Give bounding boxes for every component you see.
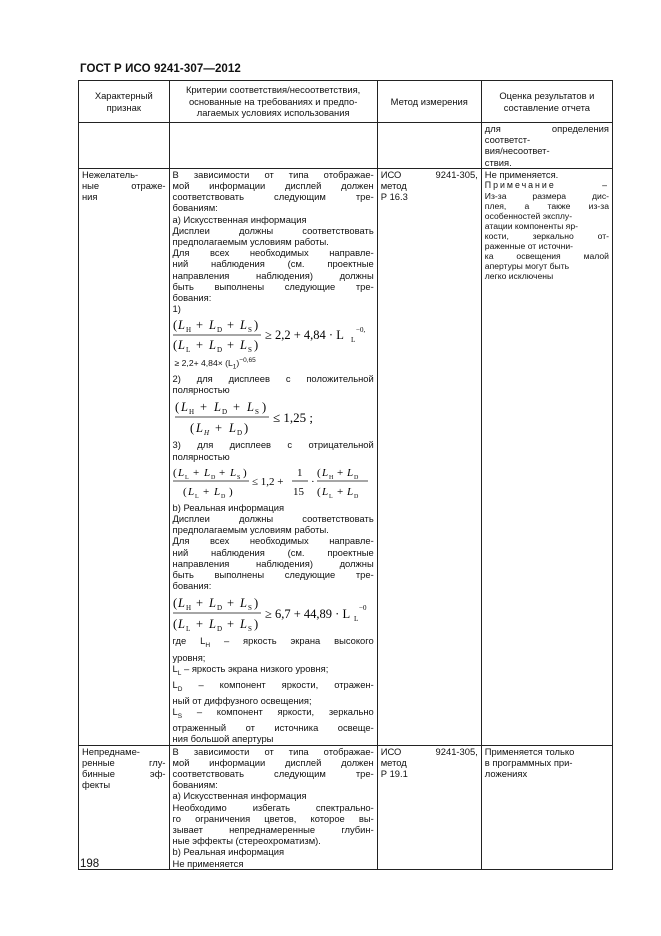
svg-text:L: L xyxy=(177,596,185,611)
svg-text:+: + xyxy=(218,466,225,479)
column-header-criteria: Критерии соответствия/несоответствия, основанные на требованиях и предпо- лагаемых условиях использования xyxy=(169,81,377,123)
table-row-continued xyxy=(79,123,613,169)
svg-text:L: L xyxy=(208,318,216,333)
legend-ld: $L_D$ – компонент яркости, отражен- xyxy=(172,678,374,693)
svg-text:15: 15 xyxy=(292,485,304,498)
svg-text:L: L xyxy=(185,625,190,634)
svg-text:L: L xyxy=(346,466,353,479)
method-cell-depth-effects: ИСО 9241-305, метод Р 19.1 xyxy=(377,745,481,869)
svg-text:L: L xyxy=(350,336,355,345)
svg-text:L: L xyxy=(184,474,189,481)
svg-text:(: ( xyxy=(172,318,177,333)
svg-text:D: D xyxy=(216,604,222,613)
formula-1 xyxy=(173,316,367,354)
legend-lh: где $L_H$ – яркость экрана высокого xyxy=(172,635,374,650)
svg-text:≤ 1,2 +: ≤ 1,2 + xyxy=(251,475,284,488)
svg-text:+: + xyxy=(214,421,222,436)
svg-text:L: L xyxy=(346,485,353,498)
svg-text:+: + xyxy=(202,485,209,498)
svg-text:L: L xyxy=(187,485,194,498)
svg-text:L: L xyxy=(185,346,190,355)
page-number: 198 xyxy=(80,858,100,870)
svg-text:(: ( xyxy=(172,466,177,479)
svg-text:D: D xyxy=(353,493,358,500)
svg-text:L: L xyxy=(228,421,236,436)
svg-text:D: D xyxy=(210,474,215,481)
svg-text:H: H xyxy=(185,326,191,335)
table-row-reflections xyxy=(79,168,613,745)
criteria-cell-reflections: В зависимости от типа отображае- мой информации дисплей должен соответствовать следующим тре- бованиям: а) Искусственная информация Дисплеи должны соответствовать предполагаемым условиям работы. Для всех необходимых направле- ний наблюдения (см. проектные направления наблюдения) должны быть выполнены следующие тре- бования: 1) ( L H + L D + L S ) ( L L + L D + L S ) ≥ 2,2 + 4,84 · L L −0, ≥ $2,2+ 4,84\times (L_1)^{-0,65}$ 2) для дисплеев с положительной полярностью ( L H + L D + L S ) ( L H + L D ) ≤ 1,25 ; 3) для дисплеев с отрицательной полярностью ( L L + L D + L S ) ( L L + L D ) ≤ 1,2 + 1 15 · ( L H + L D ( L L + L D b) Реальная информация Дисплеи должны соответствовать предполагаемым условиям работы. Для всех необходимых направле- ний наблюдения (см. проектные направления наблюдения) должны быть выполнены следующие тре- бования: ( L H + L D + L S ) ( L L + L D + L S ) ≥ 6,7 + 44,89 · L L −0 где $L_H$ – яркость экрана высокого уровня; $L_L$ – яркость экрана низкого уровня; $L_D$ – компонент яркости, отражен- ный от диффузного освещения; $L_S$ – компонент яркости, зеркально отраженный от источника освеще- ния большой апертуры xyxy=(169,168,377,745)
column-header-feature: Характерный признак xyxy=(79,81,170,123)
svg-text:S: S xyxy=(247,604,252,613)
svg-text:D: D xyxy=(216,326,222,335)
svg-text:L: L xyxy=(328,493,333,500)
svg-text:L: L xyxy=(213,400,221,415)
svg-text:L: L xyxy=(239,338,247,353)
formula-1-note: ≥ $2,2+ 4,84\times (L_1)^{-0,65}$ xyxy=(174,357,256,372)
svg-text:+: + xyxy=(226,338,234,353)
svg-text:+: + xyxy=(232,400,240,415)
svg-text:−0: −0 xyxy=(358,604,366,613)
document-header: ГОСТ Р ИСО 9241-307—2012 xyxy=(80,63,241,75)
svg-text:L: L xyxy=(239,596,247,611)
svg-text:): ) xyxy=(253,617,258,632)
method-cell-reflections: ИСО 9241-305, метод Р 16.3 xyxy=(377,168,481,745)
svg-text:L: L xyxy=(239,318,247,333)
svg-text:S: S xyxy=(236,474,240,481)
svg-text:≥ 2,2 + 4,84 · L: ≥ 2,2 + 4,84 · L xyxy=(264,328,344,343)
svg-text:S: S xyxy=(247,625,252,634)
svg-text:D: D xyxy=(216,625,222,634)
svg-text:L: L xyxy=(180,400,188,415)
result-cell-reflections: Не применяется. Примечание – Из-за размера дис- плея, а также из-за особенностей эксплу- атации компоненты яр- кости, зеркально от- раженные от источни- ка освещения малой апертуры могут быть легко исключены xyxy=(481,168,612,745)
svg-text:+: + xyxy=(195,596,203,611)
svg-text:): ) xyxy=(242,466,247,479)
svg-text:H: H xyxy=(185,604,191,613)
svg-text:L: L xyxy=(208,338,216,353)
legend-ll: $L_L$ – яркость экрана низкого уровня; xyxy=(172,662,329,677)
svg-text:(: ( xyxy=(172,596,177,611)
svg-text:≥ 6,7 + 44,89 · L: ≥ 6,7 + 44,89 · L xyxy=(264,607,350,622)
svg-text:L: L xyxy=(239,617,247,632)
requirements-table xyxy=(78,80,613,870)
svg-text:(: ( xyxy=(189,421,194,436)
svg-text:L: L xyxy=(208,617,216,632)
svg-text:+: + xyxy=(199,400,207,415)
svg-text:+: + xyxy=(226,318,234,333)
svg-text:(: ( xyxy=(172,338,177,353)
svg-text:): ) xyxy=(228,485,233,498)
svg-text:D: D xyxy=(221,408,227,417)
formula-4 xyxy=(173,593,367,633)
svg-text:+: + xyxy=(336,485,343,498)
svg-text:): ) xyxy=(261,400,266,415)
formula-3 xyxy=(173,464,369,500)
svg-text:L: L xyxy=(177,466,184,479)
svg-text:+: + xyxy=(195,318,203,333)
svg-text:D: D xyxy=(353,474,358,481)
svg-text:L: L xyxy=(321,485,328,498)
svg-text:L: L xyxy=(353,615,358,624)
svg-text:): ) xyxy=(253,338,258,353)
table-row-depth-effects xyxy=(79,745,613,869)
svg-text:L: L xyxy=(229,466,236,479)
svg-text:): ) xyxy=(253,596,258,611)
svg-text:+: + xyxy=(195,338,203,353)
feature-cell-depth-effects: Непреднаме- ренные глу- бинные эф- фекты xyxy=(79,745,170,869)
svg-text:L: L xyxy=(177,338,185,353)
formula-2 xyxy=(173,397,367,437)
svg-text:D: D xyxy=(220,493,225,500)
svg-text:L: L xyxy=(177,617,185,632)
svg-text:D: D xyxy=(236,429,242,438)
column-header-result: Оценка результатов и составление отчета xyxy=(481,81,612,123)
svg-text:L: L xyxy=(321,466,328,479)
svg-text:S: S xyxy=(247,326,252,335)
result-cell-depth-effects: Применяется только в программных при- ложениях xyxy=(481,745,612,869)
feature-cell-reflections: Нежелатель- ные отраже- ния xyxy=(79,168,170,745)
result-cell-continued: для определения соответст- вия/несоответ- ствия. xyxy=(481,123,612,169)
svg-text:+: + xyxy=(226,596,234,611)
svg-text:S: S xyxy=(247,346,252,355)
svg-text:(: ( xyxy=(316,485,321,498)
svg-text:H: H xyxy=(188,408,194,417)
svg-text:+: + xyxy=(195,617,203,632)
svg-text:S: S xyxy=(254,408,259,417)
note-label: Примечание – xyxy=(484,180,609,191)
criteria-cell-depth-effects: В зависимости от типа отображае- мой информации дисплей должен соответствовать следующим тре- бованиям: а) Искусственная информация Необходимо избегать спектрально- го ограничения цветов, которое вы- зывает непреднамеренные глубин- ные эффекты (стереохроматизм). b) Реальная информация Не применяется xyxy=(169,745,377,869)
svg-text:(: ( xyxy=(172,617,177,632)
table-header-row xyxy=(79,81,613,123)
svg-text:): ) xyxy=(243,421,248,436)
svg-text:+: + xyxy=(192,466,199,479)
svg-text:L: L xyxy=(213,485,220,498)
svg-text:(: ( xyxy=(316,466,321,479)
svg-text:L: L xyxy=(177,318,185,333)
svg-text:H: H xyxy=(203,429,209,438)
svg-text:−0,: −0, xyxy=(355,326,365,335)
svg-text:·: · xyxy=(310,475,315,488)
legend-ls: $L_S$ – компонент яркости, зеркально xyxy=(172,706,374,720)
svg-text:L: L xyxy=(246,400,254,415)
svg-text:D: D xyxy=(216,346,222,355)
svg-text:(: ( xyxy=(174,400,179,415)
svg-text:L: L xyxy=(194,493,199,500)
svg-text:L: L xyxy=(203,466,210,479)
svg-text:1: 1 xyxy=(296,466,303,479)
svg-text:+: + xyxy=(336,466,343,479)
svg-text:(: ( xyxy=(182,485,187,498)
svg-text:≤ 1,25 ;: ≤ 1,25 ; xyxy=(272,410,313,426)
svg-text:L: L xyxy=(195,421,203,436)
svg-text:L: L xyxy=(208,596,216,611)
column-header-method: Метод измерения xyxy=(377,81,481,123)
svg-text:H: H xyxy=(328,474,333,481)
svg-text:): ) xyxy=(253,318,258,333)
svg-text:+: + xyxy=(226,617,234,632)
